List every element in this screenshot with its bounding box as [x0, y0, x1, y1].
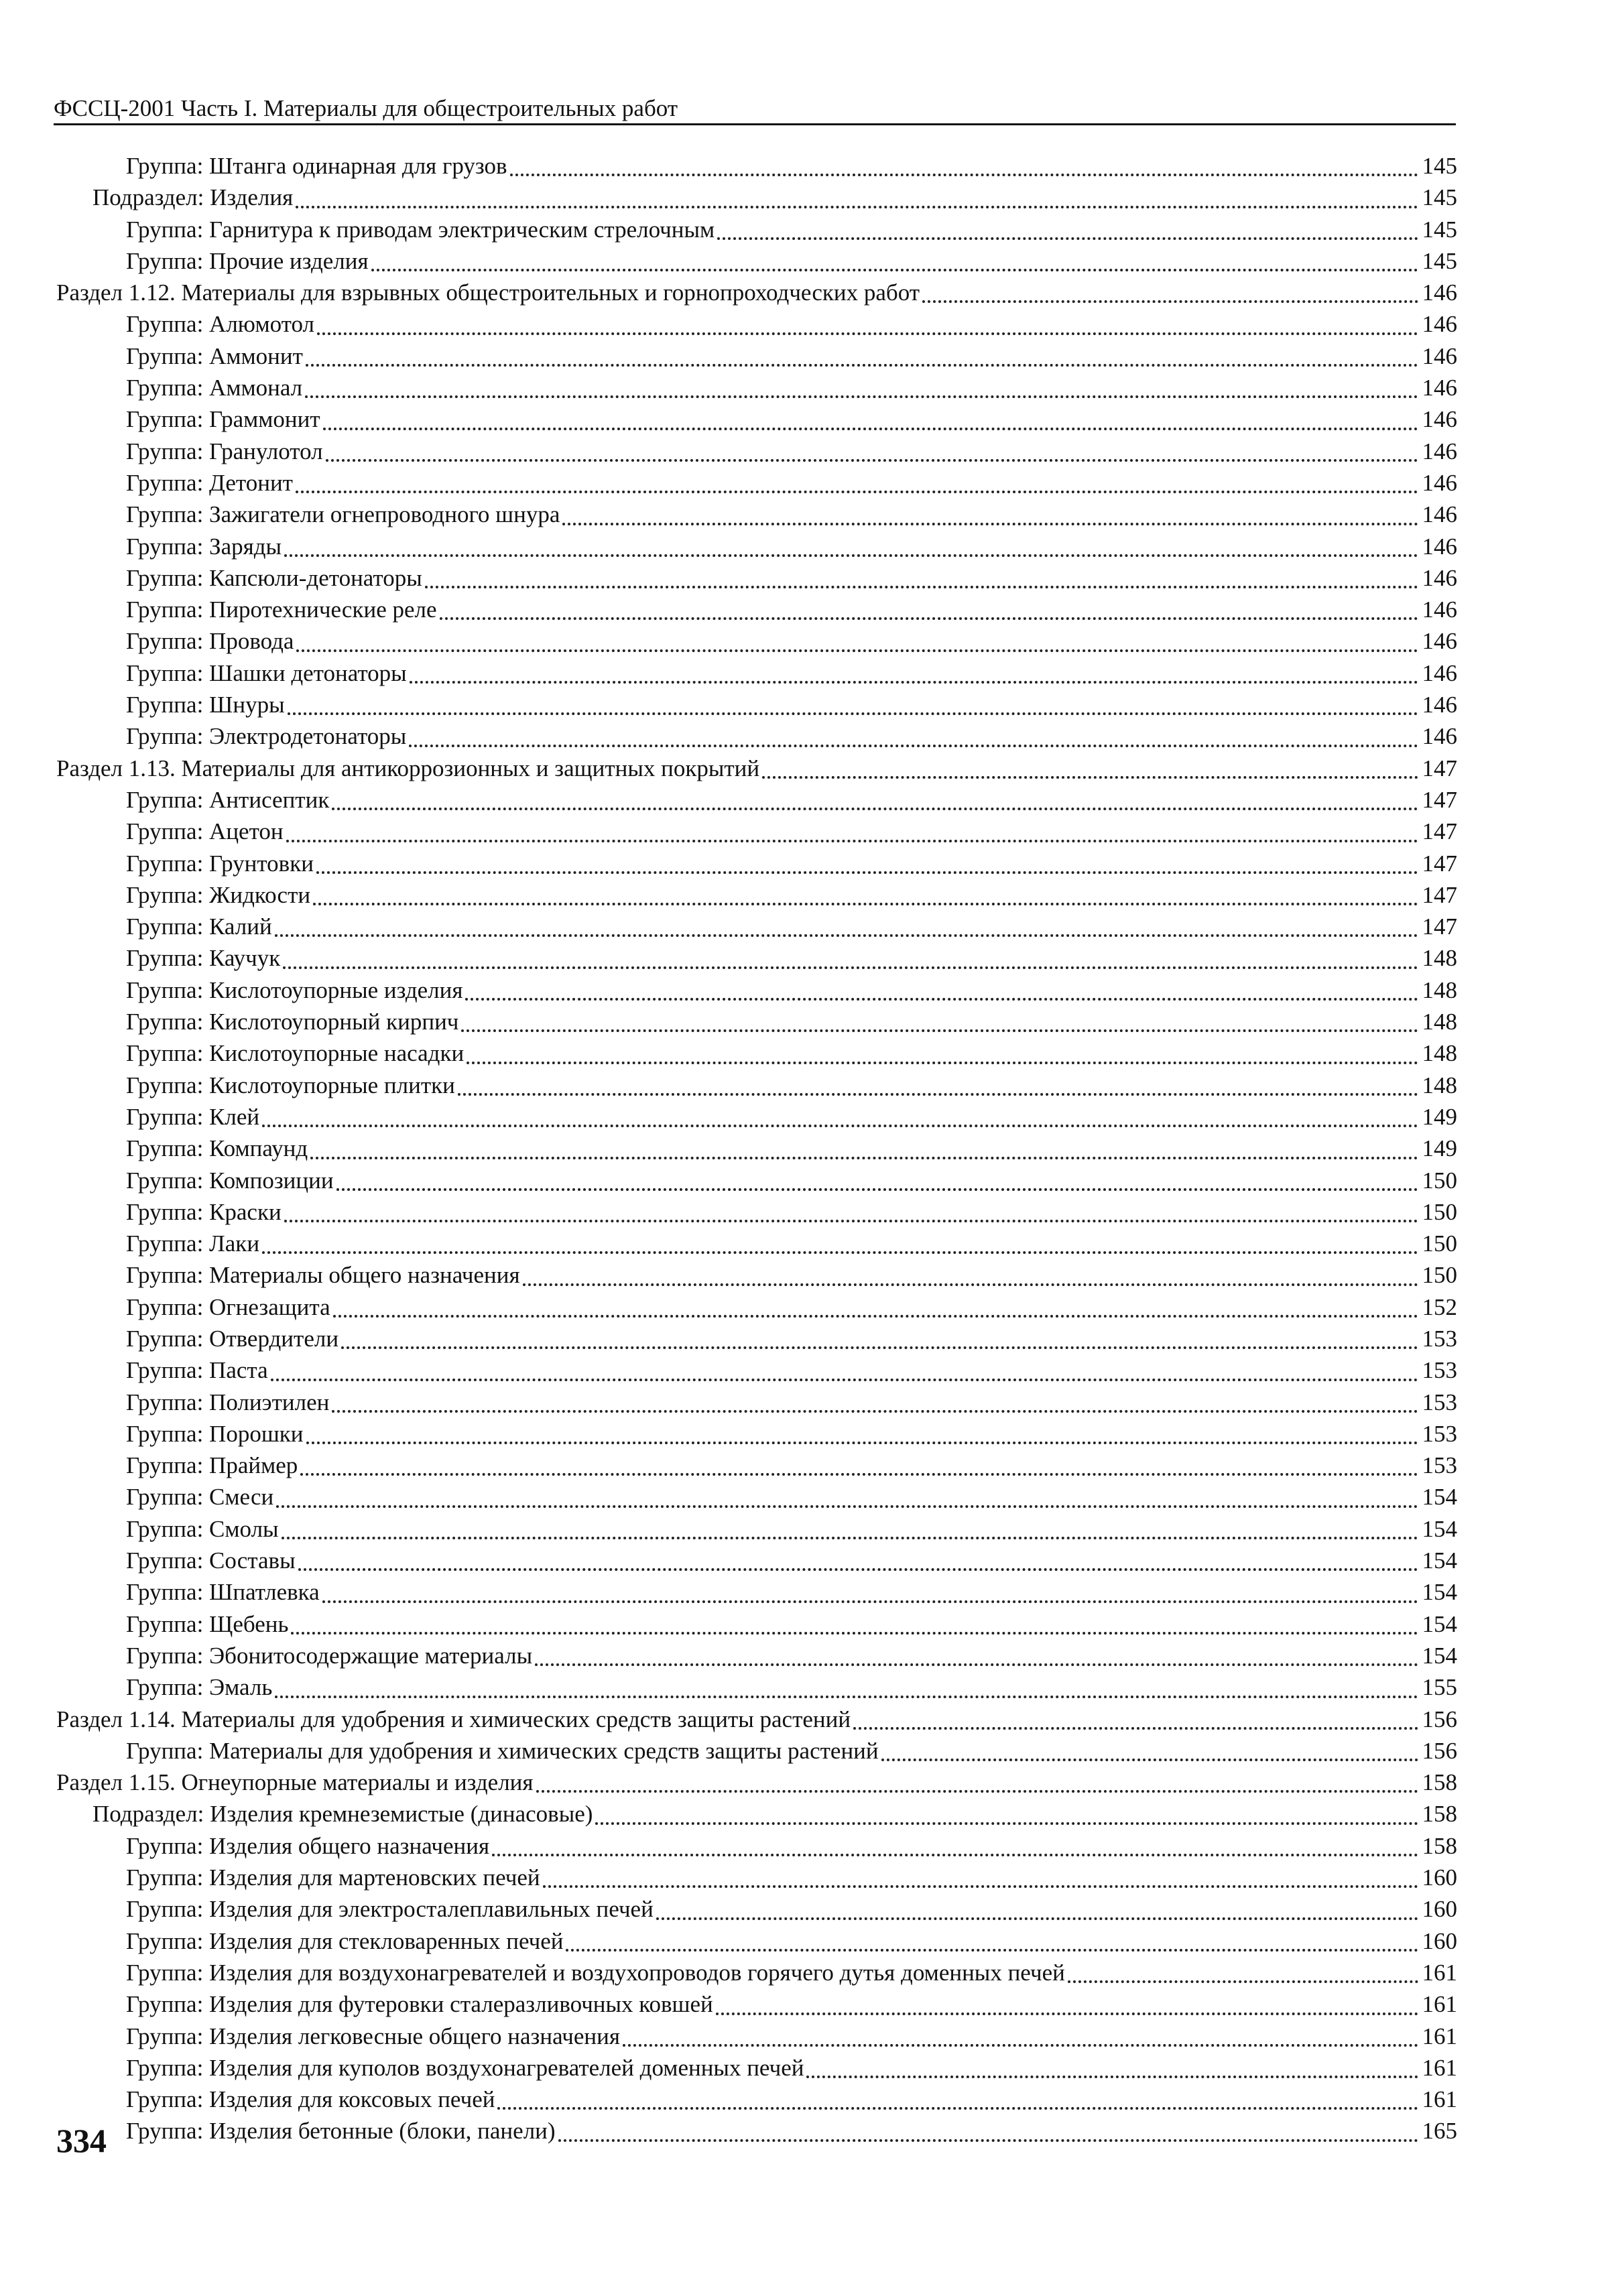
toc-entry-page: 147	[1422, 755, 1457, 781]
toc-entry	[56, 308, 1457, 340]
toc-entry-page: 165	[1422, 2118, 1457, 2145]
dot-leader	[271, 1379, 1418, 1381]
dot-leader	[497, 2107, 1418, 2110]
toc-entry-title: Подраздел: Изделия кремнеземистые (динасовые)	[92, 1801, 593, 1828]
toc-entry	[56, 974, 1457, 1006]
dot-leader	[1068, 1980, 1418, 1983]
dot-leader	[323, 428, 1418, 430]
dot-leader	[523, 1283, 1418, 1286]
toc-entry	[56, 245, 1457, 277]
toc-entry	[56, 340, 1457, 372]
toc-entry-title: Группа: Материалы для удобрения и химических средств защиты растений	[126, 1737, 879, 1764]
toc-entry-title: Группа: Шнуры	[126, 692, 285, 718]
toc-entry-page: 146	[1422, 311, 1457, 338]
toc-entry	[56, 1291, 1457, 1323]
toc-entry-title: Группа: Изделия для стекловаренных печей	[126, 1927, 564, 1954]
toc-entry-title: Группа: Жидкости	[126, 881, 311, 908]
toc-entry-title: Группа: Провода	[126, 628, 294, 655]
toc-entry-page: 150	[1422, 1167, 1457, 1194]
dot-leader	[275, 934, 1418, 937]
dot-leader	[333, 1315, 1418, 1318]
toc-entry-title: Группа: Лаки	[126, 1230, 260, 1257]
dot-leader	[853, 1727, 1418, 1730]
dot-leader	[440, 617, 1418, 620]
toc-entry-title: Группа: Праймер	[126, 1452, 298, 1479]
toc-entry-title: Группа: Паста	[126, 1357, 268, 1384]
toc-entry	[56, 1513, 1457, 1545]
toc-entry	[56, 1387, 1457, 1418]
toc-entry	[56, 1576, 1457, 1608]
toc-entry-title: Группа: Изделия для куполов воздухонагревателей доменных печей	[126, 2054, 804, 2081]
dot-leader	[536, 1790, 1418, 1793]
toc-entry	[56, 848, 1457, 879]
dot-leader	[317, 332, 1418, 335]
toc-entry-page: 155	[1422, 1674, 1457, 1701]
toc-entry-page: 161	[1422, 1991, 1457, 2018]
toc-entry	[56, 562, 1457, 594]
toc-entry-title: Группа: Аммонал	[126, 375, 303, 401]
toc-entry-page: 145	[1422, 184, 1457, 211]
toc-entry-page: 150	[1422, 1230, 1457, 1257]
toc-entry-title: Группа: Электродетонаторы	[126, 723, 407, 750]
toc-entry-page: 146	[1422, 279, 1457, 306]
toc-entry-title: Группа: Изделия для коксовых печей	[126, 2086, 495, 2113]
toc-entry	[56, 1133, 1457, 1164]
dot-leader	[305, 395, 1418, 398]
toc-entry-page: 147	[1422, 881, 1457, 908]
toc-entry	[56, 372, 1457, 403]
toc-entry	[56, 1323, 1457, 1354]
toc-entry	[56, 1988, 1457, 2020]
toc-entry	[56, 1735, 1457, 1767]
dot-leader	[313, 903, 1418, 905]
toc-entry-title: Группа: Капсюли-детонаторы	[126, 564, 422, 591]
toc-entry-page: 161	[1422, 1959, 1457, 1986]
toc-entry-title: Группа: Эбонитосодержащие материалы	[126, 1642, 533, 1669]
toc-entry-page: 150	[1422, 1262, 1457, 1289]
toc-entry-page: 156	[1422, 1706, 1457, 1732]
toc-entry-page: 161	[1422, 2086, 1457, 2113]
toc-entry	[56, 1767, 1457, 1798]
toc-entry-title: Группа: Кислотоупорный кирпич	[126, 1009, 459, 1035]
toc-entry-title: Группа: Кислотоупорные насадки	[126, 1040, 465, 1067]
dot-leader	[566, 1949, 1418, 1952]
toc-entry-page: 146	[1422, 501, 1457, 528]
toc-entry-page: 146	[1422, 406, 1457, 433]
toc-entry-page: 146	[1422, 469, 1457, 496]
dot-leader	[717, 237, 1418, 240]
toc-entry	[56, 1481, 1457, 1513]
toc-entry-title: Раздел 1.12. Материалы для взрывных общестроительных и горнопроходческих работ	[56, 279, 920, 306]
toc-entry	[56, 1545, 1457, 1576]
toc-entry-page: 149	[1422, 1103, 1457, 1130]
toc-entry-page: 150	[1422, 1198, 1457, 1225]
dot-leader	[288, 712, 1418, 715]
toc-entry-title: Группа: Алюмотол	[126, 311, 314, 338]
running-header: ФССЦ-2001 Часть I. Материалы для общестроительных работ	[54, 94, 1456, 125]
dot-leader	[409, 745, 1418, 747]
toc-entry	[56, 214, 1457, 245]
dot-leader	[371, 269, 1418, 271]
toc-entry-page: 158	[1422, 1801, 1457, 1828]
toc-entry	[56, 911, 1457, 942]
toc-entry	[56, 1798, 1457, 1830]
dot-leader	[922, 300, 1418, 303]
dot-leader	[467, 1062, 1418, 1064]
toc-entry	[56, 1893, 1457, 1925]
dot-leader	[595, 1822, 1418, 1825]
toc-entry-page: 145	[1422, 247, 1457, 274]
toc-entry	[56, 753, 1457, 784]
table-of-contents	[56, 150, 1457, 2147]
toc-entry-title: Группа: Шашки детонаторы	[126, 659, 407, 686]
dot-leader	[332, 1410, 1418, 1413]
toc-entry-page: 154	[1422, 1547, 1457, 1574]
toc-entry-title: Группа: Полиэтилен	[126, 1389, 330, 1415]
dot-leader	[336, 1188, 1418, 1191]
page-number: 334	[56, 2122, 107, 2159]
toc-entry-page: 146	[1422, 438, 1457, 464]
toc-entry	[56, 1450, 1457, 1481]
toc-entry	[56, 2084, 1457, 2115]
toc-entry-title: Группа: Изделия для электросталеплавильных печей	[126, 1896, 654, 1923]
toc-entry	[56, 784, 1457, 816]
toc-entry	[56, 499, 1457, 530]
dot-leader	[806, 2076, 1418, 2078]
toc-entry	[56, 1640, 1457, 1671]
toc-entry-page: 148	[1422, 976, 1457, 1003]
toc-entry-title: Группа: Изделия для футеровки сталеразливочных ковшей	[126, 1991, 713, 2018]
toc-entry-page: 154	[1422, 1484, 1457, 1511]
toc-entry	[56, 625, 1457, 657]
toc-entry-page: 154	[1422, 1515, 1457, 1542]
toc-entry	[56, 1957, 1457, 1988]
toc-entry-page: 148	[1422, 1040, 1457, 1067]
toc-entry-title: Группа: Изделия для мартеновских печей	[126, 1864, 540, 1891]
toc-entry-title: Группа: Прочие изделия	[126, 247, 369, 274]
toc-entry	[56, 657, 1457, 689]
toc-entry-title: Группа: Гарнитура к приводам электрическим стрелочным	[126, 216, 715, 243]
toc-entry-title: Группа: Эмаль	[126, 1674, 273, 1701]
toc-entry	[56, 1196, 1457, 1228]
toc-entry	[56, 1830, 1457, 1862]
toc-entry-title: Группа: Изделия легковесные общего назначения	[126, 2023, 620, 2049]
toc-entry-title: Группа: Грунтовки	[126, 850, 314, 877]
toc-entry-title: Раздел 1.13. Материалы для антикоррозионных и защитных покрытий	[56, 755, 760, 781]
toc-entry-title: Группа: Материалы общего назначения	[126, 1262, 520, 1289]
toc-entry-page: 148	[1422, 1009, 1457, 1035]
toc-entry-title: Группа: Отвердители	[126, 1325, 339, 1352]
toc-entry-page: 146	[1422, 692, 1457, 718]
toc-entry-title: Группа: Каучук	[126, 945, 281, 972]
toc-entry	[56, 1925, 1457, 1957]
dot-leader	[306, 364, 1418, 367]
toc-entry-title: Группа: Штанга одинарная для грузов	[126, 153, 507, 179]
toc-entry	[56, 1418, 1457, 1450]
toc-entry-page: 152	[1422, 1293, 1457, 1320]
toc-entry-page: 153	[1422, 1452, 1457, 1479]
toc-entry-title: Группа: Изделия для воздухонагревателей и воздухопроводов горячего дутья доменных печей	[126, 1959, 1065, 1986]
dot-leader	[286, 840, 1418, 842]
toc-entry-title: Группа: Смеси	[126, 1484, 274, 1511]
toc-entry-title: Группа: Детонит	[126, 469, 293, 496]
toc-entry-page: 147	[1422, 913, 1457, 940]
toc-entry-page: 156	[1422, 1737, 1457, 1764]
toc-entry-page: 160	[1422, 1864, 1457, 1891]
toc-entry-title: Группа: Зажигатели огнепроводного шнура	[126, 501, 560, 528]
toc-entry-title: Группа: Антисептик	[126, 786, 330, 813]
toc-entry-title: Группа: Порошки	[126, 1420, 304, 1447]
toc-entry-title: Группа: Краски	[126, 1198, 282, 1225]
toc-entry	[56, 879, 1457, 911]
toc-entry-title: Группа: Компаунд	[126, 1135, 308, 1162]
toc-entry-title: Группа: Граммонит	[126, 406, 320, 433]
toc-entry	[56, 1608, 1457, 1640]
toc-entry-page: 154	[1422, 1579, 1457, 1606]
toc-entry-title: Группа: Калий	[126, 913, 272, 940]
dot-leader	[300, 1473, 1418, 1476]
toc-entry-title: Раздел 1.15. Огнеупорные материалы и изделия	[56, 1769, 534, 1796]
toc-entry-page: 148	[1422, 945, 1457, 972]
dot-leader	[322, 1600, 1418, 1603]
toc-entry	[56, 1671, 1457, 1703]
toc-entry	[56, 1354, 1457, 1386]
dot-leader	[306, 1442, 1418, 1444]
toc-entry-page: 158	[1422, 1769, 1457, 1796]
toc-entry	[56, 2021, 1457, 2052]
toc-entry-page: 153	[1422, 1357, 1457, 1384]
toc-entry	[56, 2115, 1457, 2147]
dot-leader	[465, 998, 1418, 1001]
dot-leader	[623, 2044, 1418, 2047]
toc-entry-page: 161	[1422, 2023, 1457, 2049]
dot-leader	[425, 586, 1418, 588]
toc-entry-title: Группа: Аммонит	[126, 342, 303, 369]
dot-leader	[296, 649, 1418, 652]
toc-entry-title: Группа: Огнезащита	[126, 1293, 330, 1320]
dot-leader	[341, 1346, 1418, 1349]
dot-leader	[762, 776, 1418, 779]
dot-leader	[461, 1029, 1418, 1032]
dot-leader	[543, 1885, 1418, 1888]
toc-entry-title: Группа: Составы	[126, 1547, 296, 1574]
toc-entry-title: Группа: Смолы	[126, 1515, 279, 1542]
toc-entry	[56, 1070, 1457, 1101]
toc-entry-title: Группа: Кислотоупорные плитки	[126, 1072, 455, 1098]
dot-leader	[492, 1854, 1418, 1856]
toc-entry	[56, 720, 1457, 752]
toc-entry-page: 149	[1422, 1135, 1457, 1162]
toc-entry-page: 154	[1422, 1642, 1457, 1669]
dot-leader	[283, 966, 1418, 969]
dot-leader	[558, 2139, 1418, 2142]
toc-entry-page: 146	[1422, 659, 1457, 686]
toc-entry-page: 146	[1422, 375, 1457, 401]
dot-leader	[458, 1093, 1418, 1096]
toc-entry-page: 158	[1422, 1832, 1457, 1859]
dot-leader	[284, 1220, 1418, 1222]
toc-entry-title: Группа: Композиции	[126, 1167, 334, 1194]
toc-entry	[56, 1704, 1457, 1735]
toc-entry-title: Группа: Гранулотол	[126, 438, 323, 464]
dot-leader	[332, 808, 1418, 810]
toc-entry-title: Группа: Кислотоупорные изделия	[126, 976, 463, 1003]
toc-entry-page: 147	[1422, 818, 1457, 845]
toc-entry	[56, 816, 1457, 847]
toc-entry	[56, 277, 1457, 308]
toc-entry-page: 160	[1422, 1927, 1457, 1954]
toc-entry-page: 146	[1422, 533, 1457, 560]
toc-entry-title: Раздел 1.14. Материалы для удобрения и химических средств защиты растений	[56, 1706, 851, 1732]
dot-leader	[282, 1537, 1418, 1539]
toc-entry-page: 154	[1422, 1610, 1457, 1637]
toc-entry	[56, 2052, 1457, 2084]
toc-entry-page: 145	[1422, 153, 1457, 179]
dot-leader	[535, 1663, 1418, 1666]
toc-entry-page: 145	[1422, 216, 1457, 243]
dot-leader	[262, 1251, 1418, 1254]
toc-entry	[56, 182, 1457, 213]
dot-leader	[296, 491, 1418, 493]
toc-entry-page: 147	[1422, 850, 1457, 877]
toc-entry-page: 153	[1422, 1420, 1457, 1447]
toc-entry	[56, 1228, 1457, 1259]
toc-entry-page: 153	[1422, 1389, 1457, 1415]
toc-entry-page: 146	[1422, 628, 1457, 655]
toc-entry	[56, 942, 1457, 974]
toc-entry-page: 147	[1422, 786, 1457, 813]
toc-entry-page: 161	[1422, 2054, 1457, 2081]
dot-leader	[510, 174, 1418, 176]
dot-leader	[656, 1917, 1418, 1920]
dot-leader	[562, 523, 1418, 525]
toc-entry	[56, 594, 1457, 625]
toc-entry-page: 146	[1422, 723, 1457, 750]
dot-leader	[310, 1157, 1418, 1159]
toc-entry-title: Группа: Щебень	[126, 1610, 289, 1637]
toc-entry	[56, 403, 1457, 435]
toc-entry-page: 160	[1422, 1896, 1457, 1923]
toc-entry	[56, 1006, 1457, 1037]
toc-entry	[56, 689, 1457, 720]
toc-entry-title: Группа: Заряды	[126, 533, 282, 560]
toc-entry-page: 146	[1422, 342, 1457, 369]
toc-entry-title: Группа: Ацетон	[126, 818, 284, 845]
toc-entry-page: 146	[1422, 596, 1457, 623]
toc-entry-title: Группа: Изделия общего назначения	[126, 1832, 490, 1859]
toc-entry	[56, 531, 1457, 562]
toc-entry-title: Группа: Шпатлевка	[126, 1579, 320, 1606]
toc-entry-title: Подраздел: Изделия	[92, 184, 294, 211]
toc-entry-page: 153	[1422, 1325, 1457, 1352]
toc-entry	[56, 436, 1457, 467]
toc-entry-page: 146	[1422, 564, 1457, 591]
dot-leader	[716, 2013, 1418, 2015]
toc-entry-title: Группа: Клей	[126, 1103, 260, 1130]
toc-entry	[56, 150, 1457, 182]
toc-entry	[56, 1259, 1457, 1291]
dot-leader	[296, 206, 1418, 208]
toc-entry	[56, 1862, 1457, 1893]
dot-leader	[275, 1696, 1418, 1698]
dot-leader	[410, 681, 1418, 684]
toc-entry	[56, 467, 1457, 499]
toc-entry	[56, 1037, 1457, 1069]
dot-leader	[284, 554, 1418, 557]
toc-entry	[56, 1165, 1457, 1196]
dot-leader	[881, 1759, 1418, 1761]
dot-leader	[298, 1568, 1418, 1571]
dot-leader	[291, 1632, 1418, 1635]
dot-leader	[276, 1505, 1418, 1508]
toc-entry-page: 148	[1422, 1072, 1457, 1098]
dot-leader	[262, 1125, 1418, 1127]
dot-leader	[326, 459, 1418, 462]
toc-entry-title: Группа: Пиротехнические реле	[126, 596, 437, 623]
toc-entry-title: Группа: Изделия бетонные (блоки, панели)	[126, 2118, 556, 2145]
toc-entry	[56, 1101, 1457, 1133]
dot-leader	[316, 871, 1418, 874]
